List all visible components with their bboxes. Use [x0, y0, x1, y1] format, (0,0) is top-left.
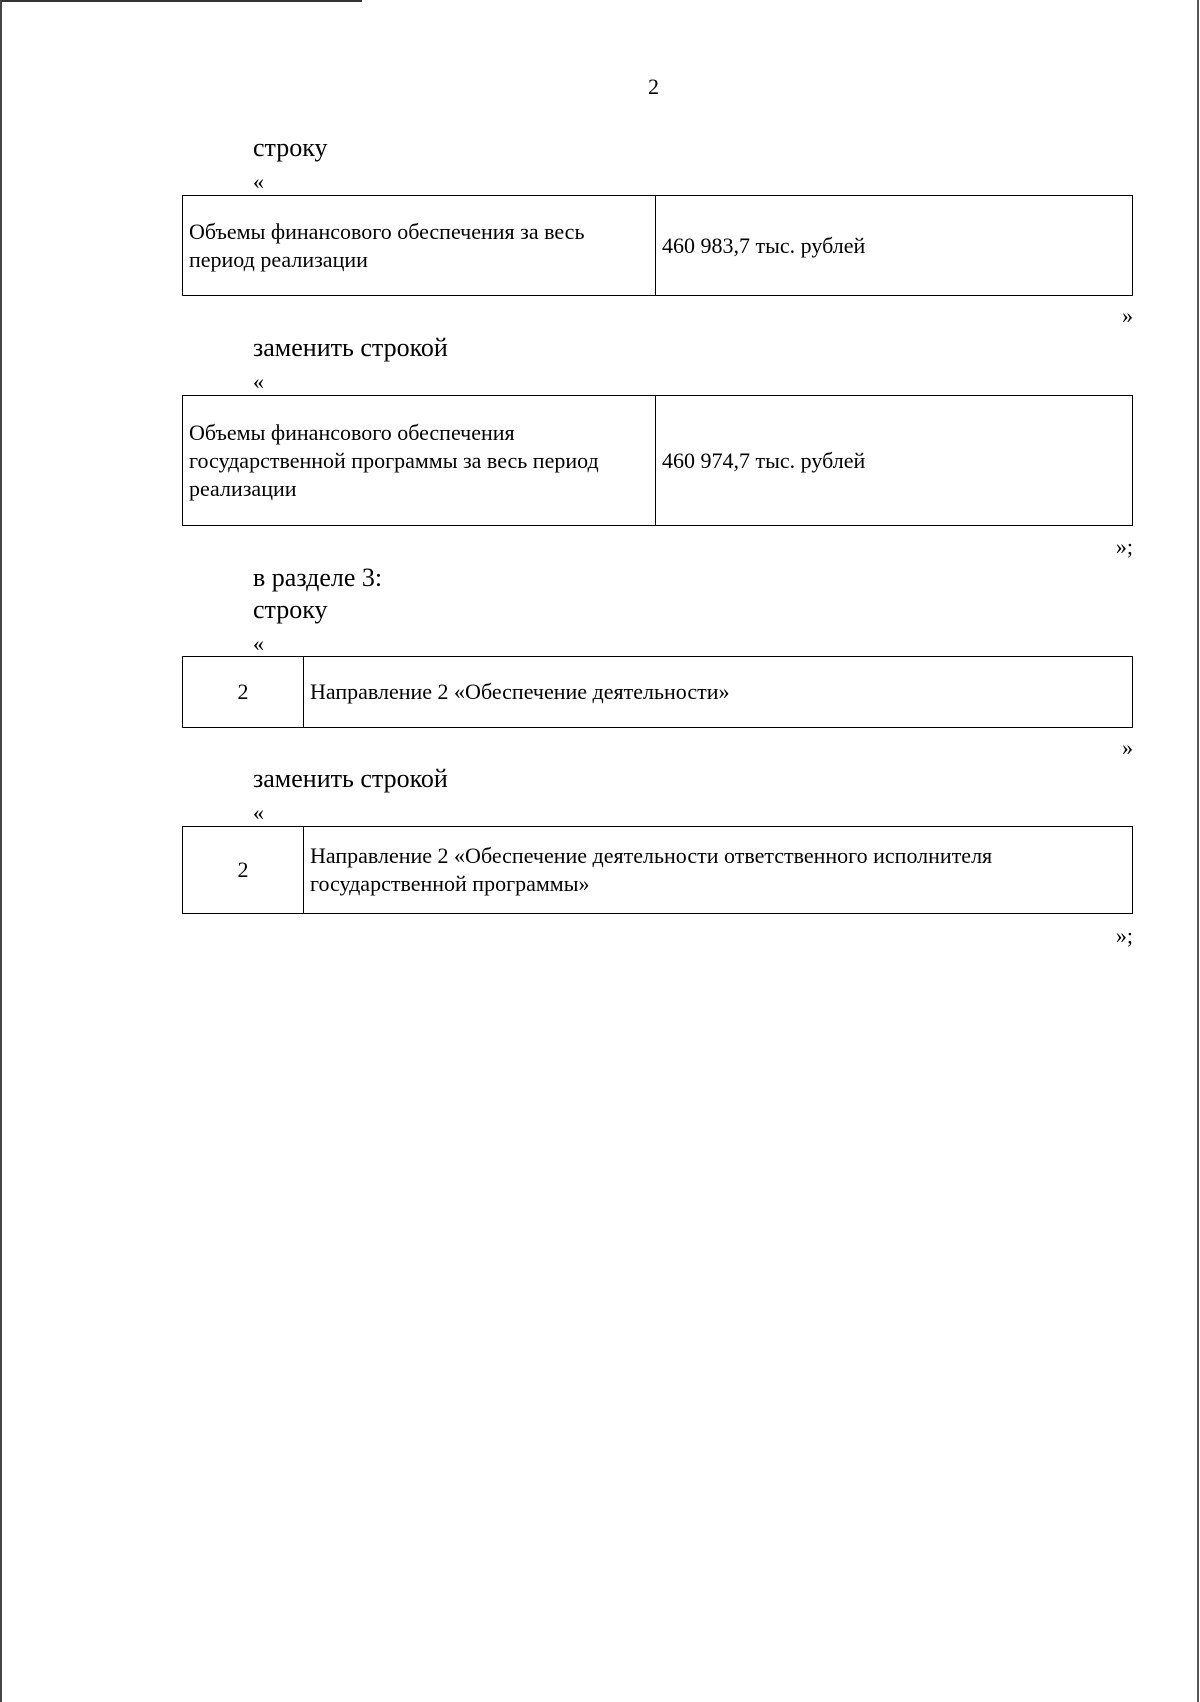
- block-2-close-quote: »;: [1115, 534, 1133, 559]
- table-row: [183, 657, 1133, 728]
- block-1-table-left-cell: Объемы финансового обеспечения за весь период реализации: [183, 196, 656, 296]
- block-4-table-num-cell: 2: [183, 827, 304, 914]
- block-2-table-right-cell: 460 974,7 тыс. рублей: [656, 396, 1133, 526]
- block-3-intro-section: в разделе 3:: [253, 563, 383, 592]
- block-2-open-quote: «: [253, 369, 264, 394]
- scan-edge-right: [1197, 0, 1199, 1702]
- block-1-table-right-cell: 460 983,7 тыс. рублей: [656, 196, 1133, 296]
- block-3-intro: строку: [253, 595, 328, 624]
- block-1-table: [182, 195, 1133, 296]
- block-3-table-num-cell: 2: [183, 657, 304, 728]
- table-row: [183, 396, 1133, 526]
- block-1-close-quote: »: [1122, 303, 1133, 328]
- block-2-table-left-cell: Объемы финансового обеспечения государственной программы за весь период реализации: [183, 396, 656, 526]
- block-3-close-quote: »: [1122, 735, 1133, 760]
- block-4-close-quote: »;: [1115, 923, 1133, 948]
- block-2-intro: заменить строкой: [253, 333, 448, 362]
- table-row: [183, 827, 1133, 914]
- block-3-table-text-cell: Направление 2 «Обеспечение деятельности»: [304, 657, 1133, 728]
- table-row: [183, 196, 1133, 296]
- block-1-intro: строку: [253, 133, 328, 162]
- block-4-table-text-cell: Направление 2 «Обеспечение деятельности ответственного исполнителя государственной программы»: [304, 827, 1133, 914]
- block-3-table: [182, 656, 1133, 728]
- block-3-open-quote: «: [253, 631, 264, 656]
- scan-edge-left: [0, 0, 2, 1702]
- block-2-table: [182, 395, 1133, 526]
- block-1-open-quote: «: [253, 169, 264, 194]
- block-4-intro: заменить строкой: [253, 764, 448, 793]
- block-4-open-quote: «: [253, 800, 264, 825]
- block-4-table: [182, 826, 1133, 914]
- scan-edge-top: [0, 0, 362, 2]
- page-number: 2: [648, 74, 659, 99]
